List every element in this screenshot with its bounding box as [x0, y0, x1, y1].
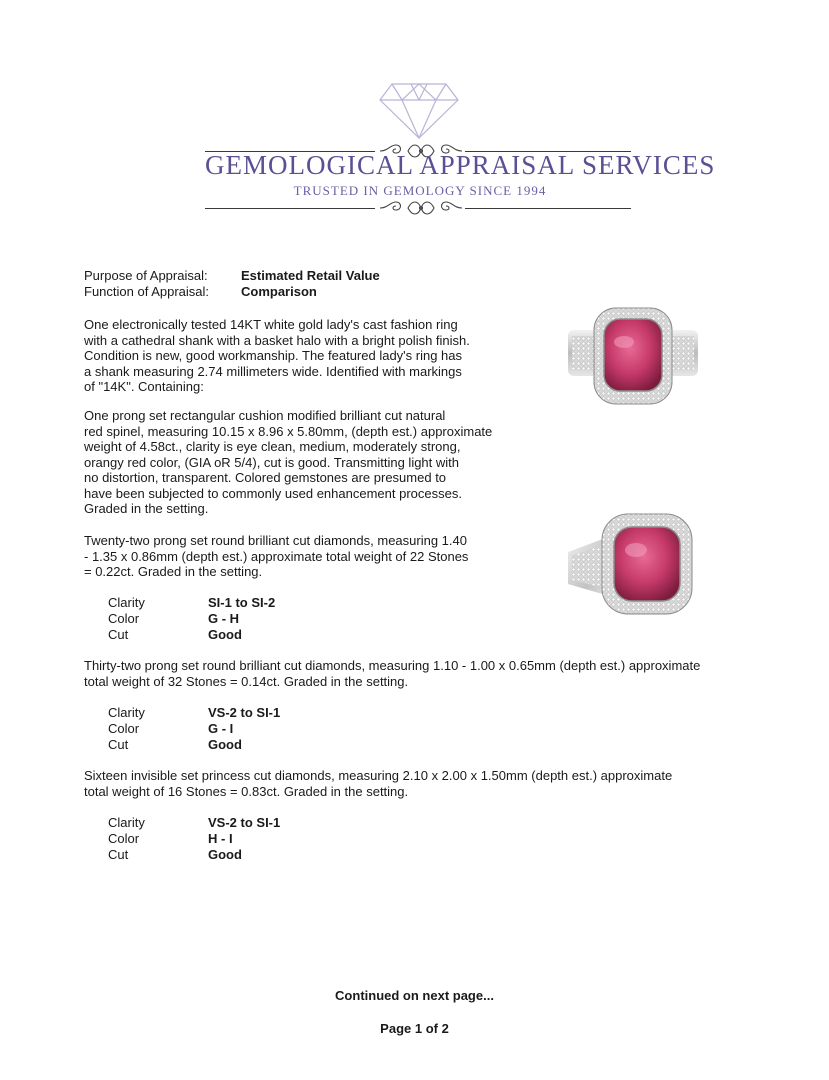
purpose-value: Estimated Retail Value: [241, 268, 380, 283]
grade-value: G - H: [208, 611, 240, 626]
grade-value: VS-2 to SI-1: [208, 815, 281, 830]
gem-highlight: [625, 543, 647, 557]
grade-value: VS-2 to SI-1: [208, 705, 281, 720]
text-line: total weight of 32 Stones = 0.14ct. Graded in the setting.: [84, 673, 409, 689]
text-line: Graded in the setting.: [84, 501, 209, 516]
text-line: red spinel, measuring 10.15 x 8.96 x 5.80mm, (depth est.) approximate: [84, 423, 493, 439]
grade-row-cut: [108, 627, 408, 643]
grade-value: Good: [208, 627, 242, 642]
diamond-group-2-description: [84, 658, 744, 689]
grade-label: Color: [108, 721, 140, 736]
text-line: weight of 4.58ct., clarity is eye clean, medium, moderately strong,: [84, 439, 461, 454]
center-stone-description: [84, 408, 534, 517]
grade-label: Clarity: [108, 595, 145, 610]
ring-photo-top: [566, 306, 700, 406]
grade-value: Good: [208, 847, 242, 862]
text-line: - 1.35 x 0.86mm (depth est.) approximate total weight of 22 Stones: [84, 548, 469, 564]
grade-value: H - I: [208, 831, 233, 846]
text-line: One prong set rectangular cushion modified brilliant cut natural: [84, 408, 446, 423]
diamond-group-3-grades: [108, 815, 408, 865]
text-line: no distortion, transparent. Colored gemstones are presumed to: [84, 470, 447, 485]
grade-label: Color: [108, 611, 140, 626]
grade-label: Clarity: [108, 815, 145, 830]
text-line: with a cathedral shank with a basket halo with a bright polish finish.: [84, 332, 470, 348]
grade-row-clarity: [108, 815, 408, 831]
grade-row-color: [108, 721, 408, 737]
ring-pave-right: [670, 336, 694, 370]
text-line: of "14K". Containing:: [84, 379, 204, 394]
grade-label: Cut: [108, 847, 129, 862]
continued-note: Continued on next page...: [335, 988, 494, 1003]
grade-label: Color: [108, 831, 140, 846]
grade-row-cut: [108, 737, 408, 753]
grade-value: SI-1 to SI-2: [208, 595, 276, 610]
spinel-center-stone: [604, 319, 662, 391]
diamond-group-1-grades: [108, 595, 408, 645]
text-line: One electronically tested 14KT white gold lady's cast fashion ring: [84, 317, 458, 332]
header-rule-bottom-left: [205, 208, 375, 209]
gem-highlight: [614, 336, 634, 348]
text-line: Condition is new, good workmanship. The featured lady's ring has: [84, 348, 463, 363]
purpose-label: Purpose of Appraisal:: [84, 268, 208, 283]
grade-value: Good: [208, 737, 242, 752]
grade-row-cut: [108, 847, 408, 863]
grade-label: Cut: [108, 737, 129, 752]
text-line: Thirty-two prong set round brilliant cut diamonds, measuring 1.10 - 1.00 x 0.65mm (depth est.) approximate: [84, 658, 701, 673]
text-line: a shank measuring 2.74 millimeters wide. Identified with markings: [84, 363, 462, 379]
grade-row-clarity: [108, 705, 408, 721]
grade-label: Clarity: [108, 705, 145, 720]
grade-label: Cut: [108, 627, 129, 642]
flourish-bottom-icon: [378, 198, 464, 218]
function-value: Comparison: [241, 284, 317, 299]
text-line: Sixteen invisible set princess cut diamonds, measuring 2.10 x 2.00 x 1.50mm (depth est.) approximate: [84, 768, 673, 783]
grade-row-clarity: [108, 595, 408, 611]
text-line: orangy red color, (GIA oR 5/4), cut is good. Transmitting light with: [84, 454, 460, 470]
diamond-group-2-grades: [108, 705, 408, 755]
grade-row-color: [108, 831, 408, 847]
company-name: GEMOLOGICAL APPRAISAL SERVICES: [205, 150, 716, 180]
spinel-center-stone: [614, 527, 680, 601]
function-label: Function of Appraisal:: [84, 284, 210, 299]
diamond-group-3-description: [84, 768, 744, 799]
grade-row-color: [108, 611, 408, 627]
text-line: Twenty-two prong set round brilliant cut diamonds, measuring 1.40: [84, 533, 467, 548]
header-rule-bottom-right: [465, 208, 631, 209]
text-line: total weight of 16 Stones = 0.83ct. Graded in the setting.: [84, 783, 409, 799]
text-line: have been subjected to commonly used enhancement processes.: [84, 485, 462, 501]
ring-photo-bottom: [566, 512, 700, 616]
text-line: = 0.22ct. Graded in the setting.: [84, 564, 263, 579]
grade-value: G - I: [208, 721, 234, 736]
diamond-logo-icon: [378, 82, 460, 140]
page-number: Page 1 of 2: [380, 1021, 449, 1036]
company-tagline: TRUSTED IN GEMOLOGY SINCE 1994: [293, 183, 547, 198]
ring-description: [84, 317, 524, 395]
diamond-group-1-description: [84, 533, 524, 580]
ring-pave-left: [572, 336, 596, 370]
